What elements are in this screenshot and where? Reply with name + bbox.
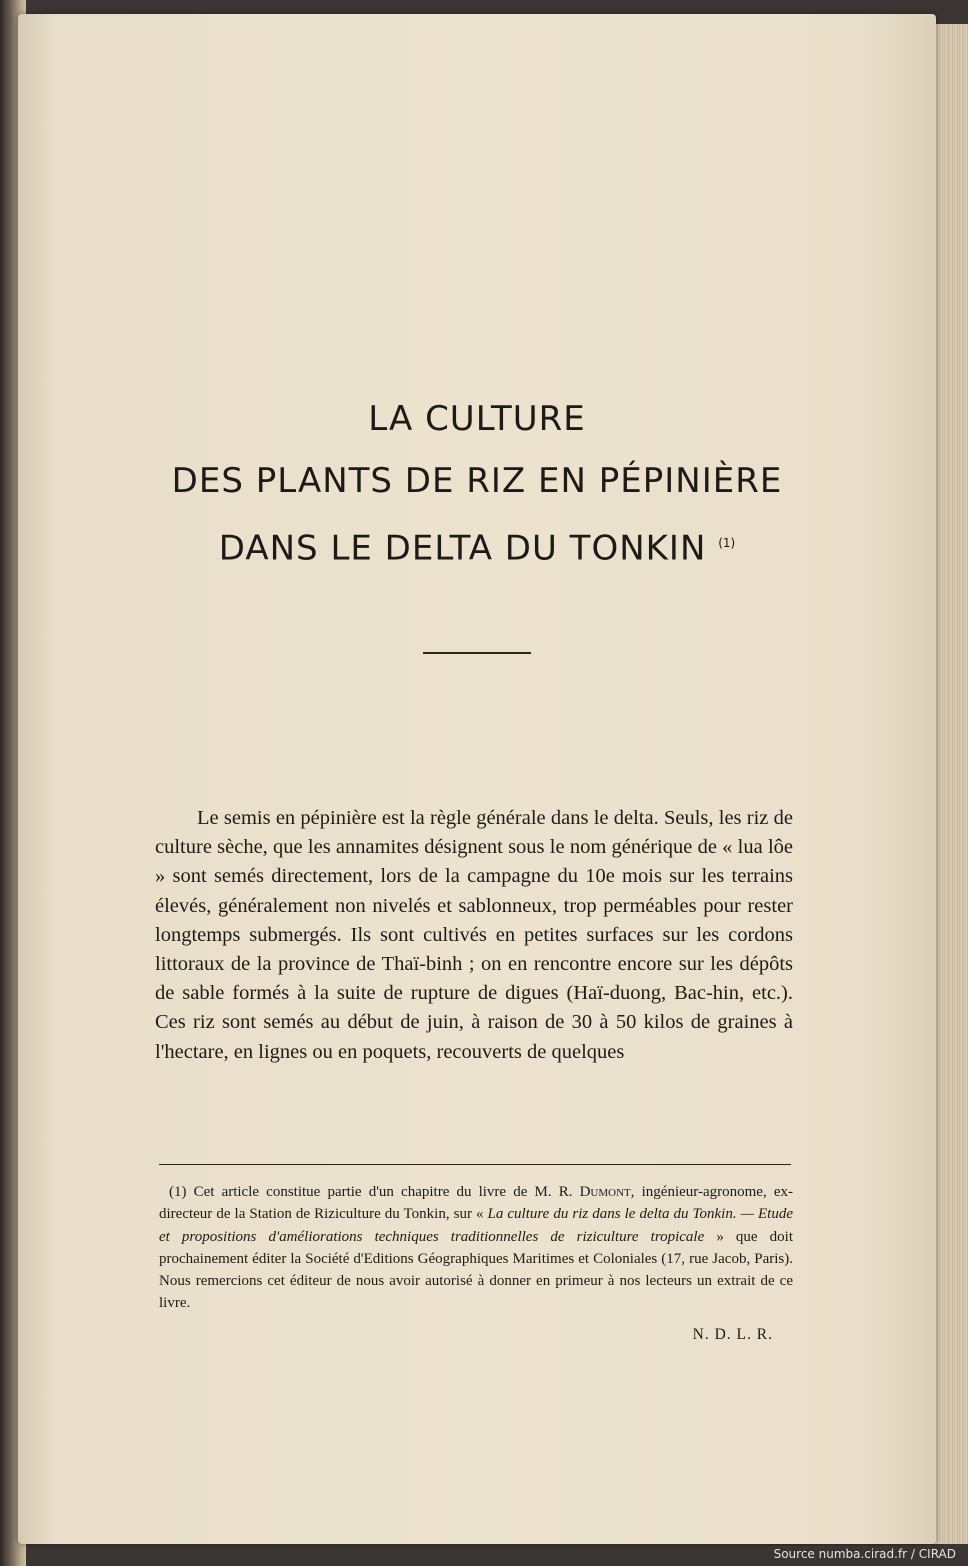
title-line-3	[18, 512, 936, 574]
footnote-rule	[159, 1164, 791, 1165]
book-page	[18, 14, 936, 1544]
title-line-2: DES PLANTS DE RIZ EN PÉPINIÈRE	[171, 461, 783, 501]
article-title	[18, 388, 936, 574]
footnote-part-1: (1) Cet article constitue partie d'un chapitre du livre de M. R.	[169, 1184, 580, 1200]
footnote-author: Dumont	[579, 1184, 631, 1200]
body-paragraph: Le semis en pépinière est la règle générale dans le delta. Seuls, les riz de culture sèche, que les annamites désignent sous le nom générique de « lua lôe » sont semés directement, lors de la campagne du 10e mois sur les terrains élevés, généralement non nivelés et sablonneux, trop perméables pour rester longtemps submergés. Ils sont cultivés en petites surfaces sur les cordons littoraux de la province de Thaï-binh ; on en rencontre encore sur les dépôts de sable formés à la suite de rupture de digues (Haï-duong, Bac-hin, etc.). Ces riz sont semés au début de juin, à raison de 30 à 50 kilos de graines à l'hectare, en lignes ou en poquets, recouverts de quelques	[155, 807, 793, 1063]
bleed-through-text	[168, 249, 808, 278]
footnote	[159, 1181, 793, 1315]
footnote-part-3: » que doit prochainement éditer la Société d'Editions Géographiques Maritimes et Coloniales (17, rue Jacob, Paris). Nous remercions cet éditeur de nous avoir autorisé à donner en primeur à nos lecteurs un extrait de ce livre.	[159, 1228, 793, 1312]
title-line-1: LA CULTURE	[368, 399, 586, 439]
title-line-3-text: DANS LE DELTA DU TONKIN	[218, 528, 707, 569]
footnote-reference: (1)	[718, 536, 736, 550]
footnote-book-title: La culture du riz dans le delta du Tonkin. — Etude et propositions d'améliorations techniques traditionnelles de riziculture tropicale	[159, 1206, 793, 1245]
title-divider	[423, 652, 531, 654]
footnote-part-2: , ingénieur-agronome, ex-directeur de la Station de Riziculture du Tonkin, sur «	[159, 1184, 793, 1223]
editor-signature: N. D. L. R.	[692, 1326, 773, 1343]
source-credit: Source numba.cirad.fr / CIRAD	[770, 1546, 960, 1562]
